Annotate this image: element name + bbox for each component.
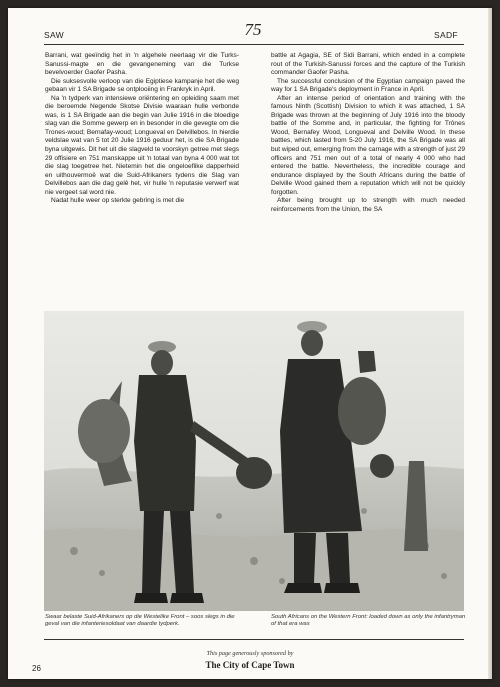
soldiers-photograph — [44, 311, 464, 611]
en-paragraph-3: After an intense period of orientation and training with the famous Ninth (Scottish) Division to which it was attached, 1 SA Brigade was thrown at the beginning of July 1916 into the bloody battle of the Somme and, in particular, the fighting for Trônes Wood, Bernafey Wood, Longueval and Delville Wood. In these battles, which lasted from 5-20 July 1916, the SA Brigade was all but wiped out, emerging from the carnage with a strength of just 29 officers and 751 men out of a total of nearly 4 000 who had entered the battle. Nevertheless, the incredible courage and endurance displayed by the South Africans during the battle of Delville Wood gained them a reputation which will not be quickly forgotten. — [271, 94, 465, 196]
sponsor-line: This page generously sponsored by — [206, 650, 294, 657]
footer-rule — [44, 639, 464, 640]
af-paragraph-2: Die suksesvolle verloop van die Egiptiese kampanje het die weg gebaan vir 1 SA Brigade se ontplooiing in Frankryk in April. — [45, 77, 239, 94]
caption-afrikaans: Swaar belaste Suid-Afrikaners op die Westelike Front – soos slegs in die geval van die infanteriesoldaat van daardie tydperk. — [45, 614, 235, 628]
english-column — [271, 52, 465, 214]
header-folio: 75 — [244, 20, 262, 39]
page-number: 26 — [32, 664, 41, 673]
af-paragraph-4: Nadat hulle weer op sterkte gebring is met die — [51, 197, 185, 205]
caption-english: South Africans on the Western Front: loaded down as only the infantryman of that era was — [271, 614, 466, 628]
header-right: SADF — [434, 30, 458, 40]
en-paragraph-1: battle at Agagia, SE of Sidi Barrani, which ended in a complete rout of the Turkish-Sanussi forces and the capture of the Turkish commander Gaofer Pasha. — [271, 52, 465, 77]
afrikaans-column — [45, 52, 239, 206]
photo-illustration — [44, 311, 464, 611]
en-paragraph-4: After being brought up to strength with much needed reinforcements from the Union, the SA — [271, 197, 465, 213]
af-paragraph-3: Na 'n tydperk van intensiewe oriëntering en opleiding saam met die beroemde Negende Skotse Divisie waaraan hulle verbonde was, is 1 SA Brigade aan die begin van Julie 1916 in die bloedige slag van die Somme gewerp en in besonder in die gevegte om die Trones-woud; Bernafay-woud; Longueval en Delvillebos. In hierdie veldslae wat van 5 tot 20 Julie 1916 geduur het, is die SA Brigade byna uitgewis. Dit het uit die slagveld te voorskyn getree met slegs 29 offisiere en 751 manskappe uit 'n totaal van byna 4 000 wat tot die slag toegetree het. Nietemin het die ongeloeflike dapperheid en uithouvermoë wat die Suid-Afrikaners tydens die Slag van Delvillebos aan die dag gelê het, vir hulle 'n reputasie verwerf wat nie vergeet sal word nie. — [45, 94, 239, 196]
header-left: SAW — [44, 30, 64, 40]
page-spine-shadow — [488, 8, 492, 679]
header-rule — [44, 44, 464, 45]
af-paragraph-1: Barrani, wat geeïndig het in 'n algehele neerlaag vir die Turks-Sanussi-magte en die gevangeneming van die Turkse bevelvoerder Gaofer Pasha. — [45, 52, 239, 77]
book-page — [8, 8, 492, 679]
sponsor-name: The City of Cape Town — [205, 660, 295, 670]
en-paragraph-2: The successful conclusion of the Egyptian campaign paved the way for 1 SA Brigade's deployment in France in April. — [271, 77, 465, 94]
